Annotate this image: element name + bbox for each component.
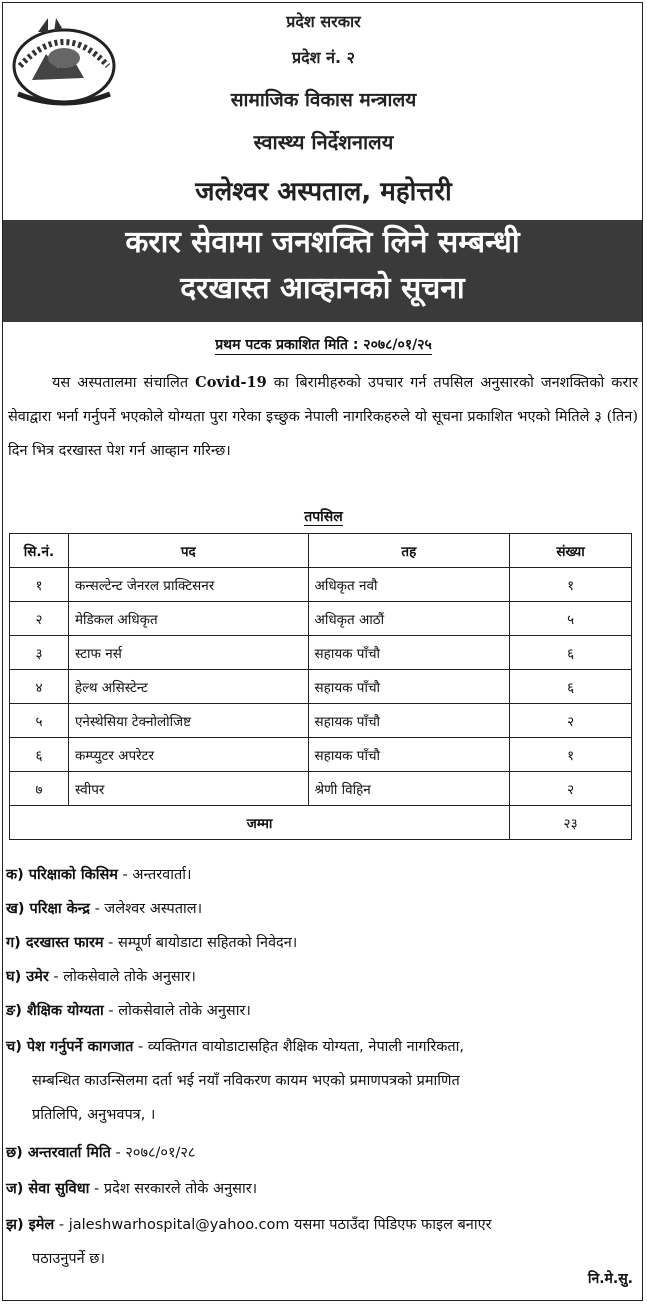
header-line-5: जलेश्वर अस्पताल, महोत्तरी <box>195 177 452 207</box>
col-header-count: संख्या <box>510 534 632 568</box>
intro-after: का बिरामीहरुको उपचार गर्न तपसिल अनुसारको जनशक्तिको करार सेवाद्वारा भर्ना गर्नुपर्ने भएकोले योग्यता पुरा गरेका इच्छुक नेपाली नागरिकहरुले यो सूचना प्रकाशित भएको मितिले ३ (तिन) दिन भित्र दरखास्त पेश गर्न आव्हान गरिन्छ। <box>8 375 638 459</box>
term-value: - लोकसेवाले तोके अनुसार। <box>103 1003 251 1019</box>
post-cell: कम्प्युटर अपरेटर <box>68 738 308 772</box>
term-value: - jaleshwarhospital@yahoo.com यसमा पठाउँदा पिडिएफ फाइल बनाएर <box>54 1217 492 1233</box>
schedule-heading <box>0 507 647 526</box>
term-value: - सम्पूर्ण बायोडाटा सहितको निवेदन। <box>103 935 298 951</box>
term-key: ङ) शैक्षिक योग्यता <box>6 1003 104 1019</box>
intro-bold: Covid-19 <box>195 374 267 391</box>
notice-title-line-1: करार सेवामा जनशक्ति लिने सम्बन्धी <box>125 225 520 260</box>
col-header-serial: सि.नं. <box>10 534 69 568</box>
level-cell: अधिकृत नवौ <box>308 568 510 602</box>
table-row <box>10 602 632 636</box>
publication-date-text: प्रथम पटक प्रकाशित मिति : २०७८/०१/२५ <box>215 337 432 353</box>
table-row <box>10 704 632 738</box>
post-cell: स्वीपर <box>68 772 308 806</box>
serial-cell: २ <box>10 602 69 636</box>
serial-cell: ५ <box>10 704 69 738</box>
term-continuation: सम्बन्धित काउन्सिलमा दर्ता भई नयाँ नविकरण कायम भएको प्रमाणपत्रको प्रमाणित <box>32 1073 460 1089</box>
term-value: - अन्तरवार्ता। <box>117 867 192 883</box>
term-item <box>6 1172 642 1206</box>
term-key: झ) इमेल <box>6 1217 55 1233</box>
level-cell: सहायक पाँचौ <box>308 704 510 738</box>
term-item <box>6 858 642 892</box>
serial-cell: ३ <box>10 636 69 670</box>
col-header-post: पद <box>68 534 308 568</box>
term-value: - २०७८/०१/२८ <box>110 1145 196 1161</box>
post-cell: मेडिकल अधिकृत <box>68 602 308 636</box>
col-header-level: तह <box>308 534 510 568</box>
term-continuation: पठाउनुपर्ने छ। <box>32 1251 105 1267</box>
term-key: ज) सेवा सुविधा <box>6 1181 90 1197</box>
term-item <box>6 1136 642 1170</box>
serial-cell: ४ <box>10 670 69 704</box>
serial-cell: ७ <box>10 772 69 806</box>
serial-cell: ६ <box>10 738 69 772</box>
table-row <box>10 738 632 772</box>
table-row <box>10 568 632 602</box>
term-key: च) पेश गर्नुपर्ने कागजात <box>6 1039 134 1055</box>
publication-date <box>0 335 647 354</box>
total-label: जम्मा <box>10 806 510 840</box>
schedule-title: तपसिल <box>304 509 343 525</box>
intro-before: यस अस्पतालमा संचालित <box>52 375 196 391</box>
term-key: ग) दरखास्त फारम <box>6 935 104 951</box>
level-cell: श्रेणी विहिन <box>308 772 510 806</box>
post-cell: कन्सल्टेन्ट जेनरल प्राक्टिसनर <box>68 568 308 602</box>
post-cell: एनेस्थेसिया टेक्नोलोजिष्ट <box>68 704 308 738</box>
post-cell: स्टाफ नर्स <box>68 636 308 670</box>
term-value: - लोकसेवाले तोके अनुसार। <box>48 969 196 985</box>
intro-paragraph <box>8 366 638 468</box>
post-cell: हेल्थ असिस्टेन्ट <box>68 670 308 704</box>
term-value: - प्रदेश सरकारले तोके अनुसार। <box>89 1181 258 1197</box>
total-value: २३ <box>510 806 632 840</box>
term-value: - व्यक्तिगत वायोडाटासहित शैक्षिक योग्यता, नेपाली नागरिकता, <box>133 1039 465 1055</box>
count-cell: २ <box>510 704 632 738</box>
count-cell: २ <box>510 772 632 806</box>
term-value: - जलेश्वर अस्पताल। <box>89 901 203 917</box>
count-cell: ६ <box>510 636 632 670</box>
term-item <box>6 892 642 926</box>
positions-table <box>9 533 632 840</box>
header-line-4: स्वास्थ्य निर्देशनालय <box>253 130 394 154</box>
notice-title-banner <box>3 220 642 322</box>
term-continuation: प्रतिलिपि, अनुभवपत्र, । <box>32 1107 156 1123</box>
count-cell: १ <box>510 568 632 602</box>
table-row <box>10 670 632 704</box>
header-line-3: सामाजिक विकास मन्त्रालय <box>230 89 417 111</box>
level-cell: सहायक पाँचौ <box>308 670 510 704</box>
table-row <box>10 772 632 806</box>
term-key: घ) उमेर <box>6 969 49 985</box>
count-cell: ६ <box>510 670 632 704</box>
serial-cell: १ <box>10 568 69 602</box>
term-key: छ) अन्तरवार्ता मिति <box>6 1145 111 1161</box>
count-cell: १ <box>510 738 632 772</box>
notice-title-line-2: दरखास्त आव्हानको सूचना <box>180 271 465 306</box>
table-total-row <box>10 806 632 840</box>
header-line-1: प्रदेश सरकार <box>286 12 361 31</box>
term-item <box>6 1030 642 1132</box>
term-item <box>6 994 642 1028</box>
count-cell: ५ <box>510 602 632 636</box>
level-cell: सहायक पाँचौ <box>308 636 510 670</box>
header-line-2: प्रदेश नं. २ <box>292 48 355 67</box>
term-item <box>6 960 642 994</box>
level-cell: सहायक पाँचौ <box>308 738 510 772</box>
signature-abbrev: नि.मे.सु. <box>587 1271 633 1287</box>
term-key: ख) परिक्षा केन्द्र <box>6 901 90 917</box>
term-item <box>6 926 642 960</box>
level-cell: अधिकृत आठौं <box>308 602 510 636</box>
term-key: क) परिक्षाको किसिम <box>6 867 118 883</box>
table-row <box>10 636 632 670</box>
term-item <box>6 1208 642 1276</box>
table-header-row <box>10 534 632 568</box>
